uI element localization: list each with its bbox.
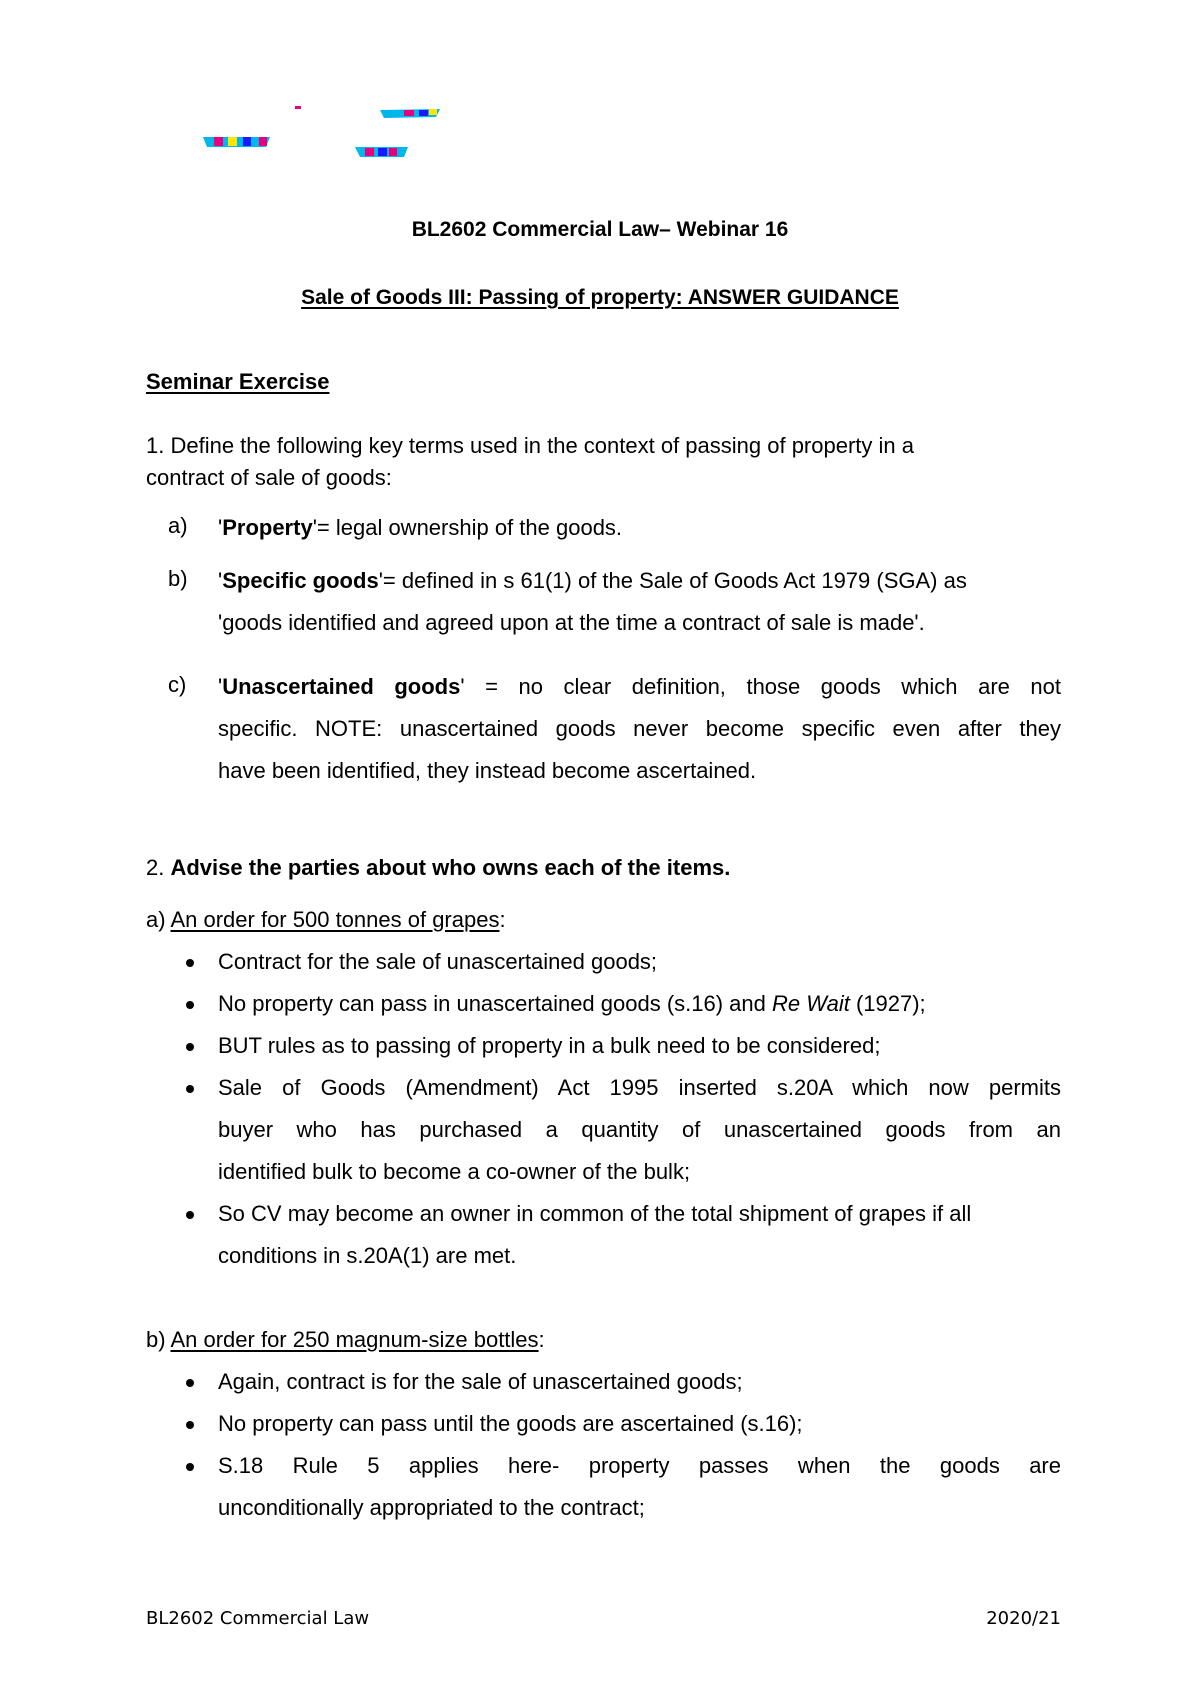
part-b-marker: b)	[146, 1327, 166, 1352]
bullet-icon	[186, 1085, 194, 1093]
part-a-bullet-5-line1: So CV may become an owner in common of the total shipment of grapes if all	[218, 1201, 972, 1226]
part-a-bullet-4-line2: buyer who has purchased a quantity of unascertained goods from an	[218, 1117, 1061, 1142]
q1-item-b-line2: 'goods identified and agreed upon at the time a contract of sale is made'.	[218, 610, 925, 635]
part-b-bullet-2: No property can pass until the goods are ascertained (s.16);	[218, 1411, 803, 1436]
bullet-text-post: (1927);	[849, 991, 926, 1016]
part-a-marker: a)	[146, 907, 166, 932]
part-a-bullet-4-line1: Sale of Goods (Amendment) Act 1995 inserted s.20A which now permits	[218, 1075, 1061, 1100]
part-a-colon: :	[499, 907, 506, 932]
q1-item-c-line1	[218, 666, 1061, 708]
q1-item-b-marker: b)	[168, 566, 188, 591]
quote-open: '	[218, 568, 223, 593]
term-unascertained-goods: Unascertained goods	[222, 674, 461, 699]
part-b-bullet-1: Again, contract is for the sale of unascertained goods;	[218, 1369, 743, 1394]
footer-year: 2020/21	[986, 1608, 1061, 1629]
definition: = no clear definition, those goods which are not	[485, 674, 1061, 699]
q2-part-b-heading	[146, 1324, 545, 1356]
quote-close: '	[312, 515, 317, 540]
bullet-text-pre: No property can pass in unascertained goods (s.16) and	[218, 991, 772, 1016]
bullet-icon	[186, 1043, 194, 1051]
quote-open: '	[218, 674, 223, 699]
part-a-bullet-3: BUT rules as to passing of property in a bulk need to be considered;	[218, 1033, 881, 1058]
definition: = defined in s 61(1) of the Sale of Goods Act 1979 (SGA) as	[382, 568, 967, 593]
q1-item-c-marker: c)	[168, 672, 187, 697]
part-b-bullet-3-line2: unconditionally appropriated to the contract;	[218, 1495, 645, 1520]
part-b-bullet-3-line1: S.18 Rule 5 applies here- property passes when the goods are	[218, 1453, 1061, 1478]
q1-text-line2: contract of sale of goods:	[146, 465, 392, 490]
quote-close: '	[460, 674, 465, 699]
q1-item-a-marker: a)	[168, 513, 188, 538]
part-a-bullet-2	[218, 983, 1061, 1025]
q2-part-a-heading	[146, 904, 506, 936]
q1-item-b-line1	[218, 560, 1061, 602]
part-a-bullet-1: Contract for the sale of unascertained goods;	[218, 949, 658, 974]
footer-course: BL2602 Commercial Law	[146, 1608, 370, 1629]
case-name: Re Wait	[772, 991, 850, 1016]
term-specific-goods: Specific goods	[222, 568, 379, 593]
bullet-icon	[186, 1001, 194, 1009]
part-b-colon: :	[538, 1327, 545, 1352]
section-heading: Seminar Exercise	[146, 369, 330, 394]
part-b-label: An order for 250 magnum-size bottles	[170, 1327, 539, 1352]
bullet-icon	[186, 959, 194, 967]
definition: = legal ownership of the goods.	[316, 515, 623, 540]
bullet-icon	[186, 1421, 194, 1429]
q1-item-a	[218, 507, 1061, 549]
part-a-label: An order for 500 tonnes of grapes	[170, 907, 500, 932]
q1-item-c-line3: have been identified, they instead become ascertained.	[218, 758, 757, 783]
bullet-icon	[186, 1463, 194, 1471]
logo-graphic	[0, 0, 1200, 200]
document-title: BL2602 Commercial Law– Webinar 16	[411, 218, 789, 241]
q1-text-line1: 1. Define the following key terms used in the context of passing of property in a	[146, 433, 914, 458]
quote-close: '	[378, 568, 383, 593]
part-a-bullet-5-line2: conditions in s.20A(1) are met.	[218, 1243, 517, 1268]
quote-open: '	[218, 515, 223, 540]
bullet-icon	[186, 1211, 194, 1219]
q2-heading	[146, 852, 730, 884]
document-subtitle: Sale of Goods III: Passing of property: ANSWER GUIDANCE	[301, 286, 899, 309]
q1-item-c-line2: specific. NOTE: unascertained goods never become specific even after they	[218, 716, 1061, 741]
part-a-bullet-4-line3: identified bulk to become a co-owner of the bulk;	[218, 1159, 691, 1184]
q2-heading-text: Advise the parties about who owns each of the items.	[170, 855, 731, 880]
q2-number: 2.	[146, 855, 165, 880]
term-property: Property	[222, 515, 313, 540]
bullet-icon	[186, 1379, 194, 1387]
